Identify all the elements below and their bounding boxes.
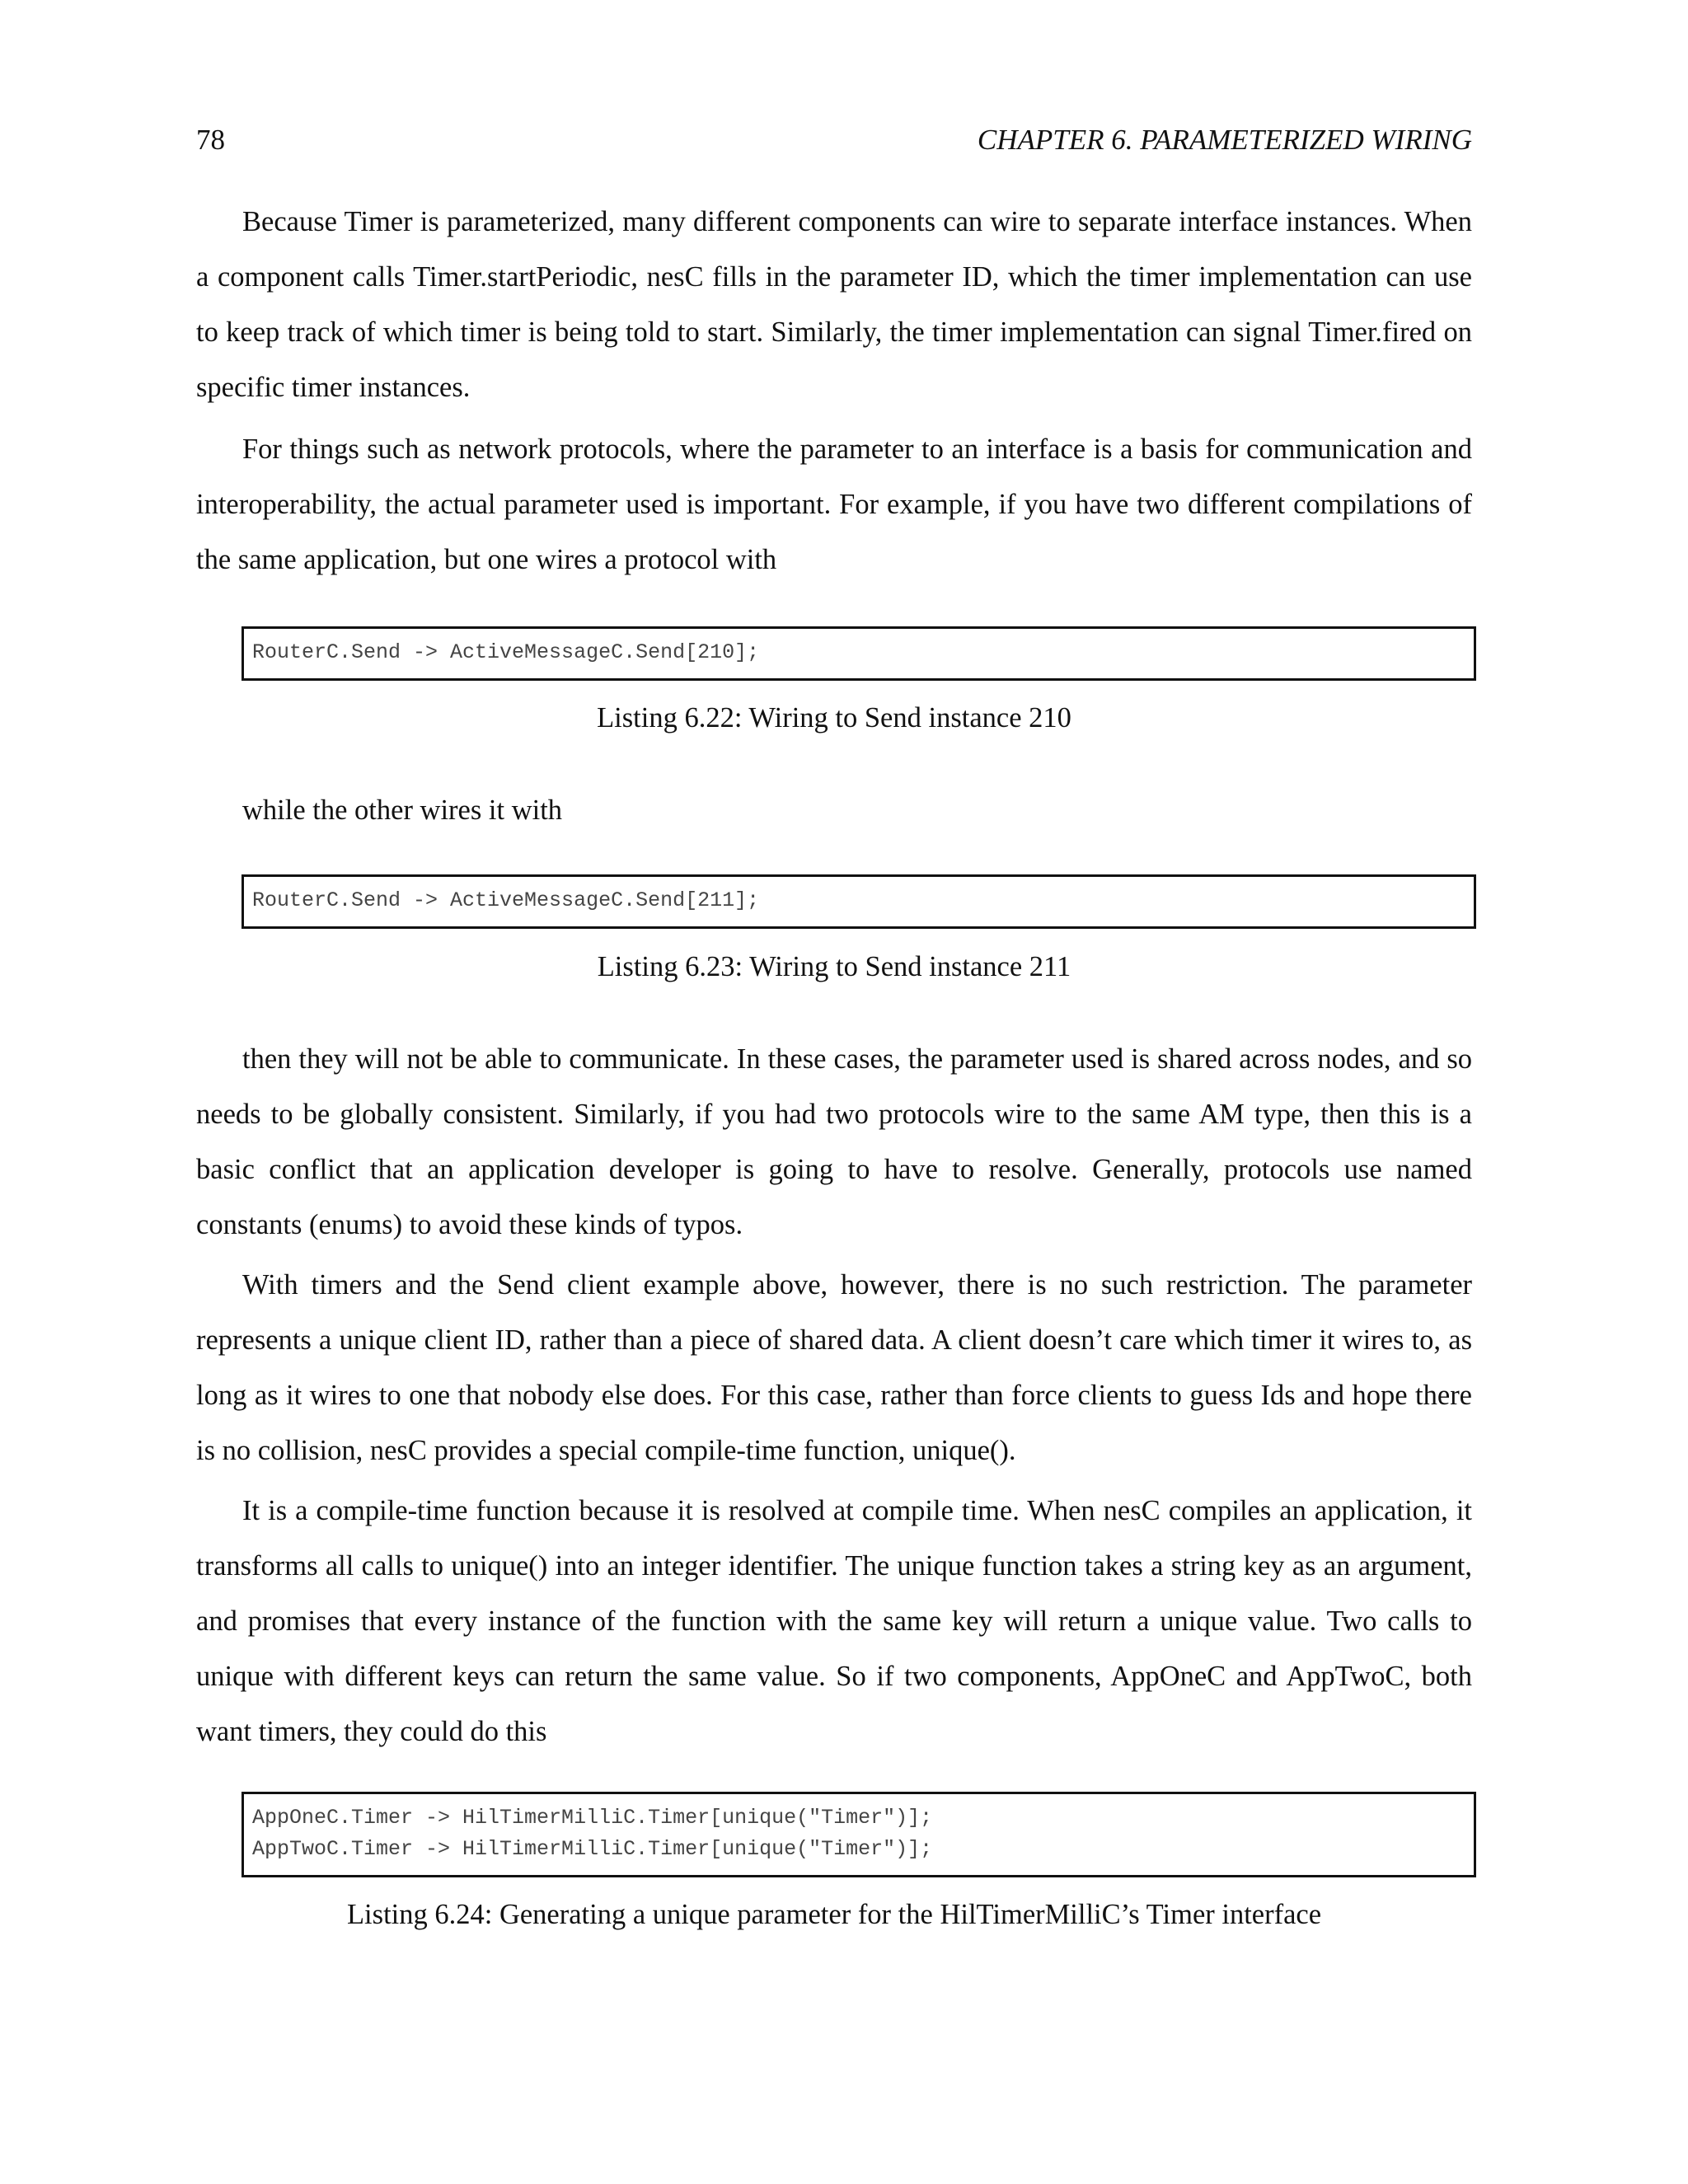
paragraph-timers-send-client: With timers and the Send client example above, however, there is no such restriction. The parameter represents a unique client ID, rather than a piece of shared data. A client doesn’t care which timer it wires to, as long as it wires to one that nobody else does. For this case, rather than force clients to guess Ids and hope there is no collision, nesC provides a special compile-time function, unique(). [196, 1269, 1472, 1466]
code-listing-6-22 [241, 626, 1476, 681]
page-number: 78 [196, 124, 225, 156]
listing-caption-6-22: Listing 6.22: Wiring to Send instance 210 [597, 702, 1071, 733]
paragraph-timer-parameterized: Because Timer is parameterized, many different components can wire to separate interface instances. When a component calls Timer.startPeriodic, nesC fills in the parameter ID, which the timer implementation can use to keep track of which timer is being told to start. Similarly, the timer implementation can signal Timer.fired on specific timer instances. [196, 206, 1472, 403]
paragraph-other-wires: while the other wires it with [242, 794, 563, 826]
paragraph-compile-time-function: It is a compile-time function because it is resolved at compile time. When nesC compiles an application, it transforms all calls to unique() into an integer identifier. The unique function takes a string key as an argument, and promises that every instance of the function with the same key will return a unique value. Two calls to unique with different keys can return the same value. So if two components, AppOneC and AppTwoC, both want timers, they could do this [196, 1495, 1472, 1747]
code-line: AppTwoC.Timer -> HilTimerMilliC.Timer[unique("Timer")]; [252, 1837, 933, 1861]
code-line: RouterC.Send -> ActiveMessageC.Send[211]; [252, 888, 760, 912]
running-head: CHAPTER 6. PARAMETERIZED WIRING [977, 124, 1472, 156]
code-listing-6-24 [241, 1792, 1476, 1877]
code-line: RouterC.Send -> ActiveMessageC.Send[210]; [252, 640, 760, 664]
page-header [196, 124, 1472, 165]
listing-caption-6-23: Listing 6.23: Wiring to Send instance 211 [597, 951, 1071, 982]
paragraph-communicate: then they will not be able to communicate. In these cases, the parameter used is shared across nodes, and so needs to be globally consistent. Similarly, if you had two protocols wire to the same AM type, then this is a basic conflict that an application developer is going to have to resolve. Generally, protocols use named constants (enums) to avoid these kinds of typos. [196, 1043, 1472, 1240]
code-listing-6-23 [241, 874, 1476, 929]
paragraph-network-protocols: For things such as network protocols, where the parameter to an interface is a basis for communication and interoperability, the actual parameter used is important. For example, if you have two different compilations of the same application, but one wires a protocol with [196, 434, 1472, 575]
listing-caption-6-24: Listing 6.24: Generating a unique parameter for the HilTimerMilliC’s Timer interface [346, 1899, 1322, 1930]
code-line: AppOneC.Timer -> HilTimerMilliC.Timer[unique("Timer")]; [252, 1806, 933, 1830]
